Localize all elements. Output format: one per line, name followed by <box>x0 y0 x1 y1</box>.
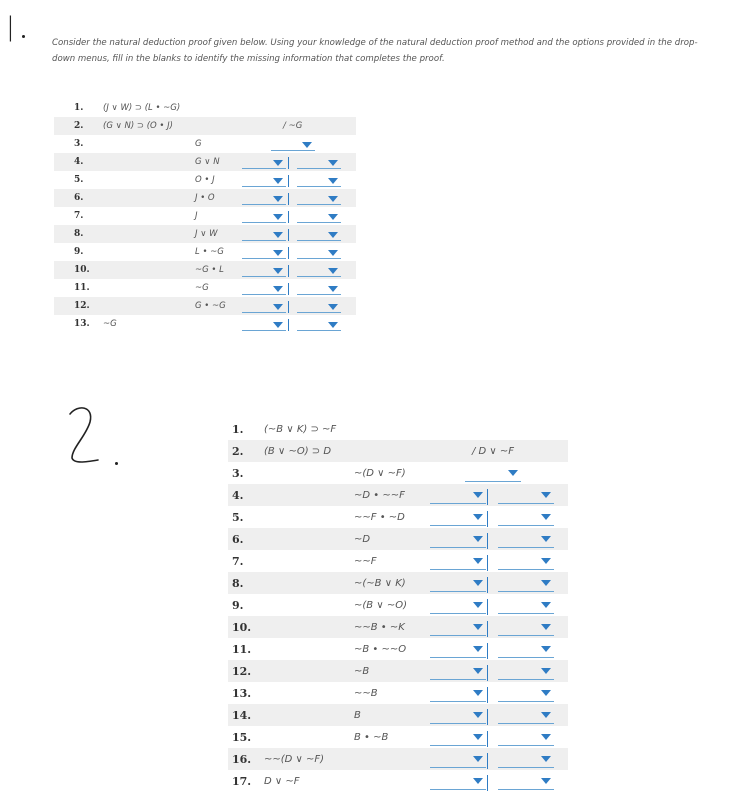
proof-line-11 <box>54 279 356 297</box>
premise-text: (B ∨ ~O) ⊃ D <box>264 446 332 457</box>
chevron-down-icon <box>273 286 283 292</box>
chevron-down-icon <box>328 268 338 274</box>
dropdown-separator <box>487 643 488 659</box>
chevron-down-icon <box>273 268 283 274</box>
derived-expression: ~G <box>195 283 209 293</box>
rule-dropdown[interactable] <box>498 665 554 680</box>
line-reference-dropdown[interactable] <box>430 731 486 746</box>
rule-dropdown[interactable] <box>498 687 554 702</box>
proof-line-9 <box>228 594 568 616</box>
chevron-down-icon <box>541 492 551 498</box>
chevron-down-icon <box>273 250 283 256</box>
line-number: 7. <box>74 211 84 221</box>
chevron-down-icon <box>473 602 483 608</box>
line-number: 10. <box>74 265 90 275</box>
chevron-down-icon <box>473 734 483 740</box>
line-number: 13. <box>74 319 90 329</box>
derived-expression: ~~B • ~K <box>354 622 405 633</box>
line-number: 9. <box>74 247 84 257</box>
proof-line-4 <box>54 153 356 171</box>
proof-line-14 <box>228 704 568 726</box>
line-reference-dropdown[interactable] <box>242 265 286 277</box>
chevron-down-icon <box>541 558 551 564</box>
dropdown-separator <box>487 775 488 791</box>
derived-expression: G <box>195 139 202 149</box>
derived-expression: ~B • ~~O <box>354 644 407 655</box>
dropdown-separator <box>487 489 488 505</box>
derived-expression: J <box>195 211 198 221</box>
line-number: 2. <box>232 445 244 458</box>
chevron-down-icon <box>541 646 551 652</box>
line-number: 11. <box>232 643 252 656</box>
line-number: 13. <box>232 687 252 700</box>
chevron-down-icon <box>541 624 551 630</box>
line-reference-dropdown[interactable] <box>242 211 286 223</box>
dropdown-separator <box>487 599 488 615</box>
rule-dropdown[interactable] <box>297 229 341 241</box>
dropdown-separator <box>487 577 488 593</box>
line-number: 12. <box>74 301 90 311</box>
chevron-down-icon <box>541 668 551 674</box>
line-number: 3. <box>74 139 84 149</box>
line-number: 6. <box>74 193 84 203</box>
question-2-dot <box>115 462 118 465</box>
line-reference-dropdown[interactable] <box>242 301 286 313</box>
line-reference-dropdown[interactable] <box>242 175 286 187</box>
line-number: 16. <box>232 753 252 766</box>
instructions: Consider the natural deduction proof given below. Using your knowledge of the natural deduction proof method and the options provided in the drop-down menus, fill in the blanks to identify the missing information that completes the proof. <box>52 38 698 64</box>
proof-line-7 <box>54 207 356 225</box>
line-number: 17. <box>232 775 252 788</box>
chevron-down-icon <box>541 734 551 740</box>
proof-line-1 <box>54 99 356 117</box>
line-reference-dropdown[interactable] <box>430 687 486 702</box>
chevron-down-icon <box>541 778 551 784</box>
rule-dropdown[interactable] <box>297 319 341 331</box>
line-reference-dropdown[interactable] <box>430 533 486 548</box>
chevron-down-icon <box>473 646 483 652</box>
line-reference-dropdown[interactable] <box>242 247 286 259</box>
line-reference-dropdown[interactable] <box>430 709 486 724</box>
conclusion-marker: / ~G <box>283 121 303 131</box>
dropdown-separator <box>487 687 488 703</box>
chevron-down-icon <box>541 514 551 520</box>
dropdown-separator <box>288 175 289 187</box>
chevron-down-icon <box>273 160 283 166</box>
justification-dropdown[interactable] <box>271 139 315 151</box>
proof-line-5 <box>228 506 568 528</box>
line-reference-dropdown[interactable] <box>430 665 486 680</box>
question-2-handwritten-number <box>64 404 104 466</box>
line-number: 5. <box>232 511 244 524</box>
line-number: 8. <box>232 577 244 590</box>
chevron-down-icon <box>541 580 551 586</box>
dropdown-separator <box>288 157 289 169</box>
line-number: 9. <box>232 599 244 612</box>
chevron-down-icon <box>508 470 518 476</box>
chevron-down-icon <box>328 304 338 310</box>
chevron-down-icon <box>273 196 283 202</box>
dropdown-separator <box>487 555 488 571</box>
derived-expression: ~~B <box>354 688 378 699</box>
line-number: 2. <box>74 121 84 131</box>
line-number: 4. <box>74 157 84 167</box>
rule-dropdown[interactable] <box>297 175 341 187</box>
line-reference-dropdown[interactable] <box>242 193 286 205</box>
proof-line-13 <box>228 682 568 704</box>
proof-line-16 <box>228 748 568 770</box>
chevron-down-icon <box>541 602 551 608</box>
derived-expression: ~B <box>354 666 370 677</box>
rule-dropdown[interactable] <box>498 511 554 526</box>
rule-dropdown[interactable] <box>498 621 554 636</box>
line-reference-dropdown[interactable] <box>430 577 486 592</box>
chevron-down-icon <box>541 536 551 542</box>
rule-dropdown[interactable] <box>297 211 341 223</box>
proof-line-10 <box>54 261 356 279</box>
proof-line-1 <box>228 418 568 440</box>
line-number: 3. <box>232 467 244 480</box>
chevron-down-icon <box>273 214 283 220</box>
premise-text: (~B ∨ K) ⊃ ~F <box>264 424 337 435</box>
line-number: 11. <box>74 283 90 293</box>
dropdown-separator <box>288 229 289 241</box>
chevron-down-icon <box>328 232 338 238</box>
line-number: 10. <box>232 621 252 634</box>
derived-expression: G ∨ N <box>195 157 220 167</box>
line-reference-dropdown[interactable] <box>430 621 486 636</box>
derived-expression: B <box>354 710 361 721</box>
premise-text: (J ∨ W) ⊃ (L • ~G) <box>103 103 181 113</box>
dropdown-separator <box>288 319 289 331</box>
proof-line-17 <box>228 770 568 792</box>
line-reference-dropdown[interactable] <box>430 643 486 658</box>
proof-line-8 <box>54 225 356 243</box>
derived-expression: ~(B ∨ ~O) <box>354 600 407 611</box>
dropdown-separator <box>487 665 488 681</box>
dropdown-separator <box>288 283 289 295</box>
derived-expression: L • ~G <box>195 247 224 257</box>
derived-expression: ~D <box>354 534 371 545</box>
dropdown-separator <box>487 533 488 549</box>
chevron-down-icon <box>473 492 483 498</box>
proof-line-12 <box>54 297 356 315</box>
proof-line-2 <box>228 440 568 462</box>
rule-dropdown[interactable] <box>498 709 554 724</box>
proof-line-4 <box>228 484 568 506</box>
premise-text: ~G <box>103 319 117 329</box>
rule-dropdown[interactable] <box>498 577 554 592</box>
rule-dropdown[interactable] <box>498 489 554 504</box>
derived-expression: O • J <box>195 175 215 185</box>
chevron-down-icon <box>473 580 483 586</box>
chevron-down-icon <box>541 756 551 762</box>
chevron-down-icon <box>473 756 483 762</box>
derived-expression: J ∨ W <box>195 229 218 239</box>
chevron-down-icon <box>302 142 312 148</box>
line-reference-dropdown[interactable] <box>242 157 286 169</box>
proof-line-13 <box>54 315 356 333</box>
line-reference-dropdown[interactable] <box>430 555 486 570</box>
derived-expression: ~D • ~~F <box>354 490 405 501</box>
premise-text: (G ∨ N) ⊃ (O • J) <box>103 121 173 131</box>
conclusion-marker: / D ∨ ~F <box>472 446 515 457</box>
proof-line-12 <box>228 660 568 682</box>
proof-line-7 <box>228 550 568 572</box>
chevron-down-icon <box>273 304 283 310</box>
rule-dropdown[interactable] <box>297 157 341 169</box>
dropdown-separator <box>487 753 488 769</box>
chevron-down-icon <box>473 712 483 718</box>
chevron-down-icon <box>473 668 483 674</box>
rule-dropdown[interactable] <box>297 283 341 295</box>
chevron-down-icon <box>473 536 483 542</box>
line-reference-dropdown[interactable] <box>430 511 486 526</box>
line-number: 12. <box>232 665 252 678</box>
line-number: 7. <box>232 555 244 568</box>
dropdown-separator <box>288 265 289 277</box>
chevron-down-icon <box>273 232 283 238</box>
chevron-down-icon <box>273 322 283 328</box>
rule-dropdown[interactable] <box>498 753 554 768</box>
premise-text: D ∨ ~F <box>264 776 300 787</box>
proof-line-5 <box>54 171 356 189</box>
proof-line-10 <box>228 616 568 638</box>
chevron-down-icon <box>473 514 483 520</box>
line-reference-dropdown[interactable] <box>430 775 486 790</box>
rule-dropdown[interactable] <box>297 193 341 205</box>
proof-line-15 <box>228 726 568 748</box>
dropdown-separator <box>288 211 289 223</box>
line-number: 8. <box>74 229 84 239</box>
rule-dropdown[interactable] <box>498 533 554 548</box>
rule-dropdown[interactable] <box>297 301 341 313</box>
premise-text: ~~(D ∨ ~F) <box>264 754 325 765</box>
chevron-down-icon <box>273 178 283 184</box>
proof-line-8 <box>228 572 568 594</box>
derived-expression: ~G • L <box>195 265 224 275</box>
line-number: 1. <box>74 103 84 113</box>
line-number: 14. <box>232 709 252 722</box>
proof-line-9 <box>54 243 356 261</box>
rule-dropdown[interactable] <box>297 265 341 277</box>
dropdown-separator <box>487 621 488 637</box>
question-1-handwritten-number: | <box>6 12 15 42</box>
rule-dropdown[interactable] <box>498 731 554 746</box>
proof-line-3 <box>54 135 356 153</box>
chevron-down-icon <box>328 196 338 202</box>
derived-expression: B • ~B <box>354 732 389 743</box>
chevron-down-icon <box>328 250 338 256</box>
proof-line-6 <box>54 189 356 207</box>
proof-line-6 <box>228 528 568 550</box>
rule-dropdown[interactable] <box>498 599 554 614</box>
dropdown-separator <box>288 193 289 205</box>
chevron-down-icon <box>473 690 483 696</box>
line-reference-dropdown[interactable] <box>242 229 286 241</box>
rule-dropdown[interactable] <box>498 775 554 790</box>
chevron-down-icon <box>541 690 551 696</box>
derived-expression: ~~F • ~D <box>354 512 405 523</box>
dropdown-separator <box>487 709 488 725</box>
derived-expression: G • ~G <box>195 301 226 311</box>
chevron-down-icon <box>473 558 483 564</box>
derived-expression: ~~F <box>354 556 377 567</box>
derived-expression: J • O <box>195 193 215 203</box>
proof-1 <box>54 99 356 335</box>
line-number: 1. <box>232 423 244 436</box>
chevron-down-icon <box>328 214 338 220</box>
derived-expression: ~(D ∨ ~F) <box>354 468 406 479</box>
question-1-dot <box>22 35 25 38</box>
proof-line-3 <box>228 462 568 484</box>
line-reference-dropdown[interactable] <box>242 283 286 295</box>
chevron-down-icon <box>473 778 483 784</box>
justification-dropdown[interactable] <box>465 467 521 482</box>
proof-line-2 <box>54 117 356 135</box>
rule-dropdown[interactable] <box>498 643 554 658</box>
proof-line-11 <box>228 638 568 660</box>
line-reference-dropdown[interactable] <box>242 319 286 331</box>
line-number: 4. <box>232 489 244 502</box>
chevron-down-icon <box>473 624 483 630</box>
rule-dropdown[interactable] <box>297 247 341 259</box>
chevron-down-icon <box>328 178 338 184</box>
line-reference-dropdown[interactable] <box>430 489 486 504</box>
chevron-down-icon <box>328 286 338 292</box>
dropdown-separator <box>288 301 289 313</box>
dropdown-separator <box>288 247 289 259</box>
line-number: 6. <box>232 533 244 546</box>
dropdown-separator <box>487 731 488 747</box>
proof-2 <box>228 418 568 792</box>
rule-dropdown[interactable] <box>498 555 554 570</box>
line-number: 15. <box>232 731 252 744</box>
line-reference-dropdown[interactable] <box>430 753 486 768</box>
chevron-down-icon <box>328 322 338 328</box>
chevron-down-icon <box>541 712 551 718</box>
line-number: 5. <box>74 175 84 185</box>
chevron-down-icon <box>328 160 338 166</box>
line-reference-dropdown[interactable] <box>430 599 486 614</box>
dropdown-separator <box>487 511 488 527</box>
derived-expression: ~(~B ∨ K) <box>354 578 406 589</box>
